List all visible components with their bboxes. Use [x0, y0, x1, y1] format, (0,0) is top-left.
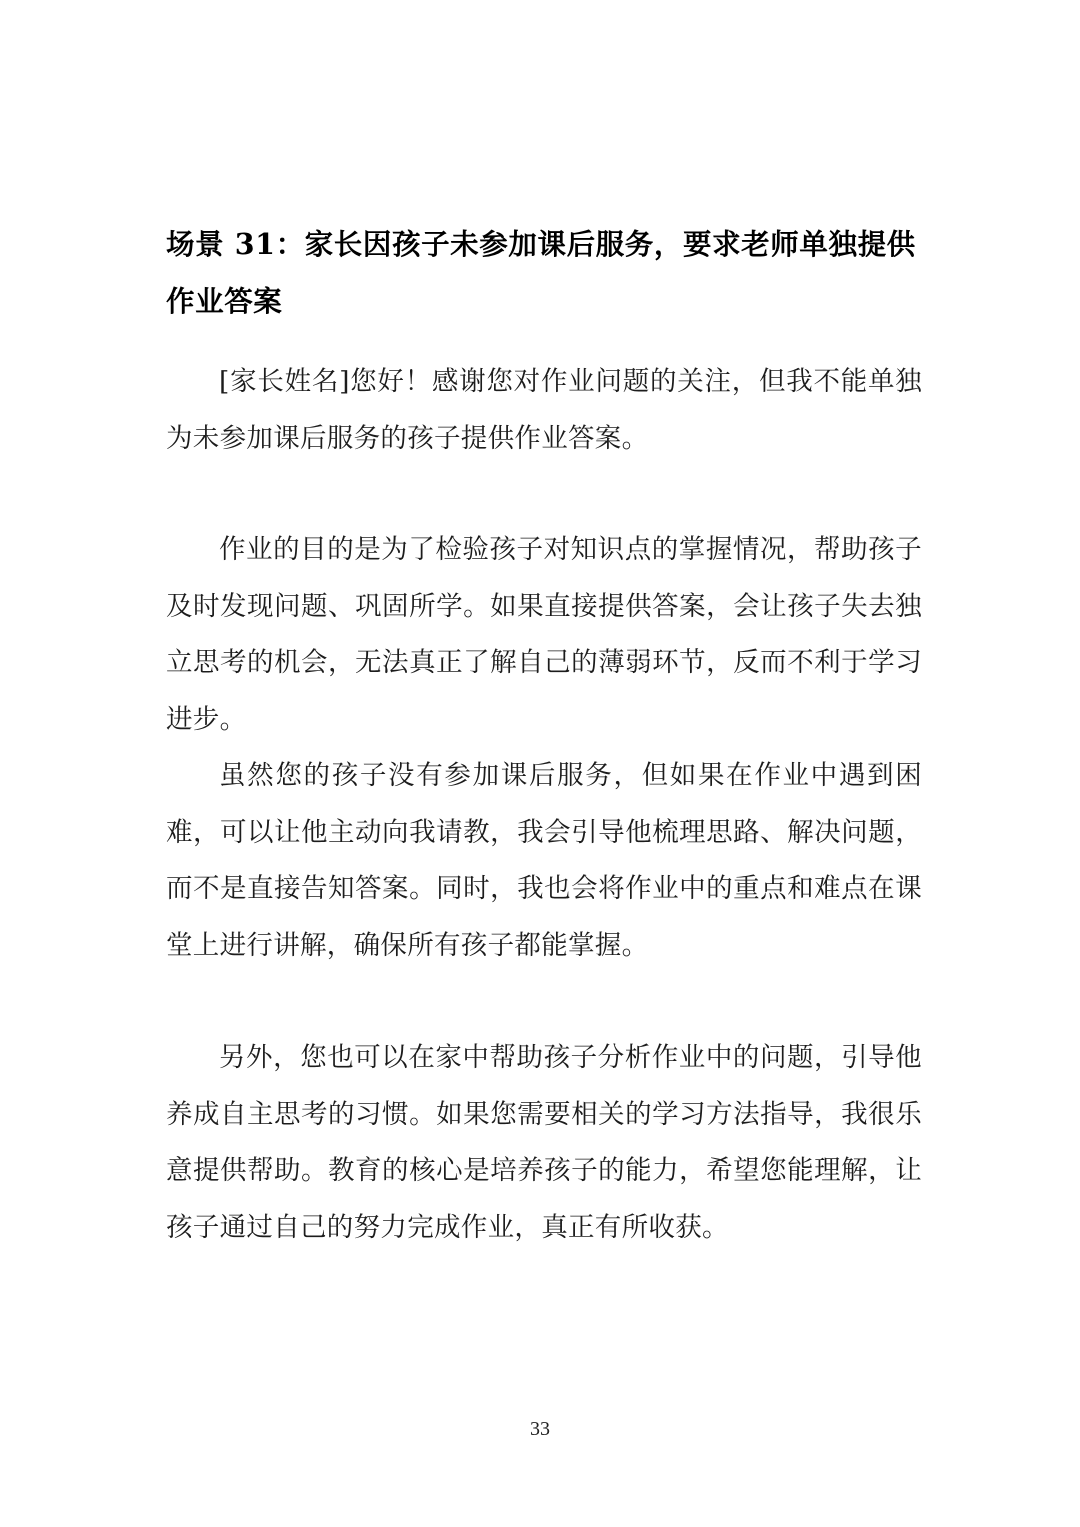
- paragraph-teacher-support: 虽然您的孩子没有参加课后服务，但如果在作业中遇到困难，可以让他主动向我请教，我会引导他梳理思路、解决问题，而不是直接告知答案。同时，我也会将作业中的重点和难点在课堂上进行讲解，确保所有孩子都能掌握。: [166, 760, 922, 961]
- page-number: 33: [530, 1418, 550, 1440]
- paragraph-homework-purpose: 作业的目的是为了检验孩子对知识点的掌握情况，帮助孩子及时发现问题、巩固所学。如果直接提供答案，会让孩子失去独立思考的机会，无法真正了解自己的薄弱环节，反而不利于学习进步。: [166, 534, 922, 735]
- scenario-title: 场景 31：家长因孩子未参加课后服务，要求老师单独提供作业答案: [166, 227, 916, 318]
- paragraph-parent-guidance: 另外，您也可以在家中帮助孩子分析作业中的问题，引导他养成自主思考的习惯。如果您需要相关的学习方法指导，我很乐意提供帮助。教育的核心是培养孩子的能力，希望您能理解，让孩子通过自己的努力完成作业，真正有所收获。: [166, 1042, 922, 1243]
- paragraph-greeting: [家长姓名]您好！感谢您对作业问题的关注，但我不能单独为未参加课后服务的孩子提供作业答案。: [166, 366, 922, 454]
